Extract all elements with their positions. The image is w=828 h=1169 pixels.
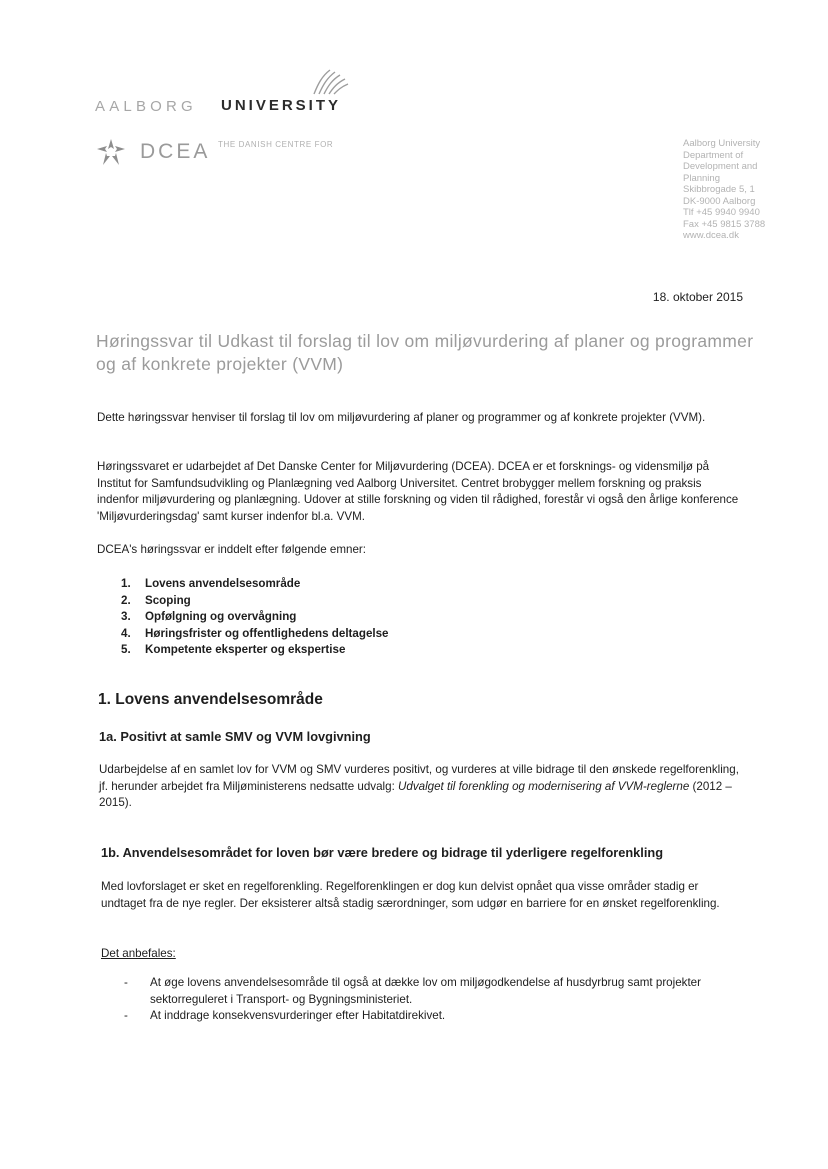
address-line: Tlf +45 9940 9940 [683, 207, 760, 218]
list-item: 3. Opfølgning og overvågning [121, 610, 297, 623]
address-line: www.dcea.dk [683, 230, 739, 241]
address-line: Aalborg University [683, 138, 761, 149]
address-block [683, 138, 803, 242]
aau-wordmark-university: UNIVERSITY [221, 97, 342, 114]
subsection-heading-1a: 1a. Positivt at samle SMV og VVM lovgivning [99, 729, 371, 744]
list-item: 1. Lovens anvendelsesområde [121, 577, 301, 590]
address-line: Fax +45 9815 3788 [683, 218, 766, 230]
aau-logo-icon [310, 66, 350, 96]
address-line: Department of [683, 149, 744, 161]
address-line: Skibbrogade 5, 1 [683, 184, 755, 195]
list-item: - At inddrage konsekvensvurderinger efter Habitatdirekivet. [124, 1009, 446, 1022]
section-heading: 1. Lovens anvendelsesområde [98, 691, 323, 708]
subsection-1b-text: Med lovforslaget er sket en regelforenkling. Regelforenklingen er dog kun delvist opnået qua visse områder stadig er undtaget fra de nye regler. Der eksisterer altså stadig særordninger, som udgør en barriere for en ønsket regelforenkling. [101, 880, 720, 910]
address-line: Planning [683, 172, 720, 184]
dcea-subtitle: THE DANISH CENTRE FOR [218, 140, 334, 149]
document-title: Høringssvar til Udkast til forslag til lov om miljøvurdering af planer og programmer og af konkrete projekter (VVM) [96, 331, 754, 374]
list-item: 2. Scoping [121, 593, 191, 607]
list-item: - At øge lovens anvendelsesområde til også at dække lov om miljøgodkendelse af husdyrbrug samt projekter sektorreguleret i Transport- og Bygningsministeriet. [124, 976, 701, 1006]
intro-paragraph-1: Dette høringssvar henviser til forslag til lov om miljøvurdering af planer og programmer og af konkrete projekter (VVM). [97, 411, 706, 424]
intro-paragraph-3: DCEA's høringssvar er inddelt efter følgende emner: [97, 543, 366, 556]
dcea-wordmark: DCEA [140, 140, 211, 163]
aau-wordmark-aalborg: AALBORG [95, 98, 197, 115]
address-line: Development and [683, 161, 758, 172]
intro-paragraph-2: Høringssvaret er udarbejdet af Det Danske Center for Miljøvurdering (DCEA). DCEA er et forsknings- og vidensmiljø på Institut for Samfundsudvikling og Planlægning ved Aalborg Universitet. Centret brobygger mellem forskning og praksis indenfor miljøvurdering og planlægning. Udover at stille forskning og viden til rådighed, forestår vi også den årlige konference 'Miljøvurderingsdag' samt kurser indenfor bl.a. VVM. [97, 460, 739, 523]
subsection-heading-1b: 1b. Anvendelsesområdet for loven bør være bredere og bidrage til yderligere regelforenkling [101, 845, 664, 860]
subsection-1a-text: Udarbejdelse af en samlet lov for VVM og SMV vurderes positivt, og vurderes at ville bidrage til den ønskede regelforenkling, jf. herunder arbejdet fra Miljøministerens nedsatte udvalg: Udvalget til forenkling og modernisering af VVM-reglerne (2012 – 2015). [99, 763, 739, 809]
recommendation-list [124, 975, 764, 1025]
recommendation-label: Det anbefales: [101, 947, 176, 960]
document-date: 18. oktober 2015 [652, 290, 743, 304]
topics-list [121, 576, 389, 659]
dcea-star-icon [95, 137, 127, 167]
list-item: 4. Høringsfrister og offentlighedens deltagelse [121, 626, 389, 640]
address-line: DK-9000 Aalborg [683, 195, 756, 207]
list-item: 5. Kompetente eksperter og ekspertise [121, 643, 346, 656]
